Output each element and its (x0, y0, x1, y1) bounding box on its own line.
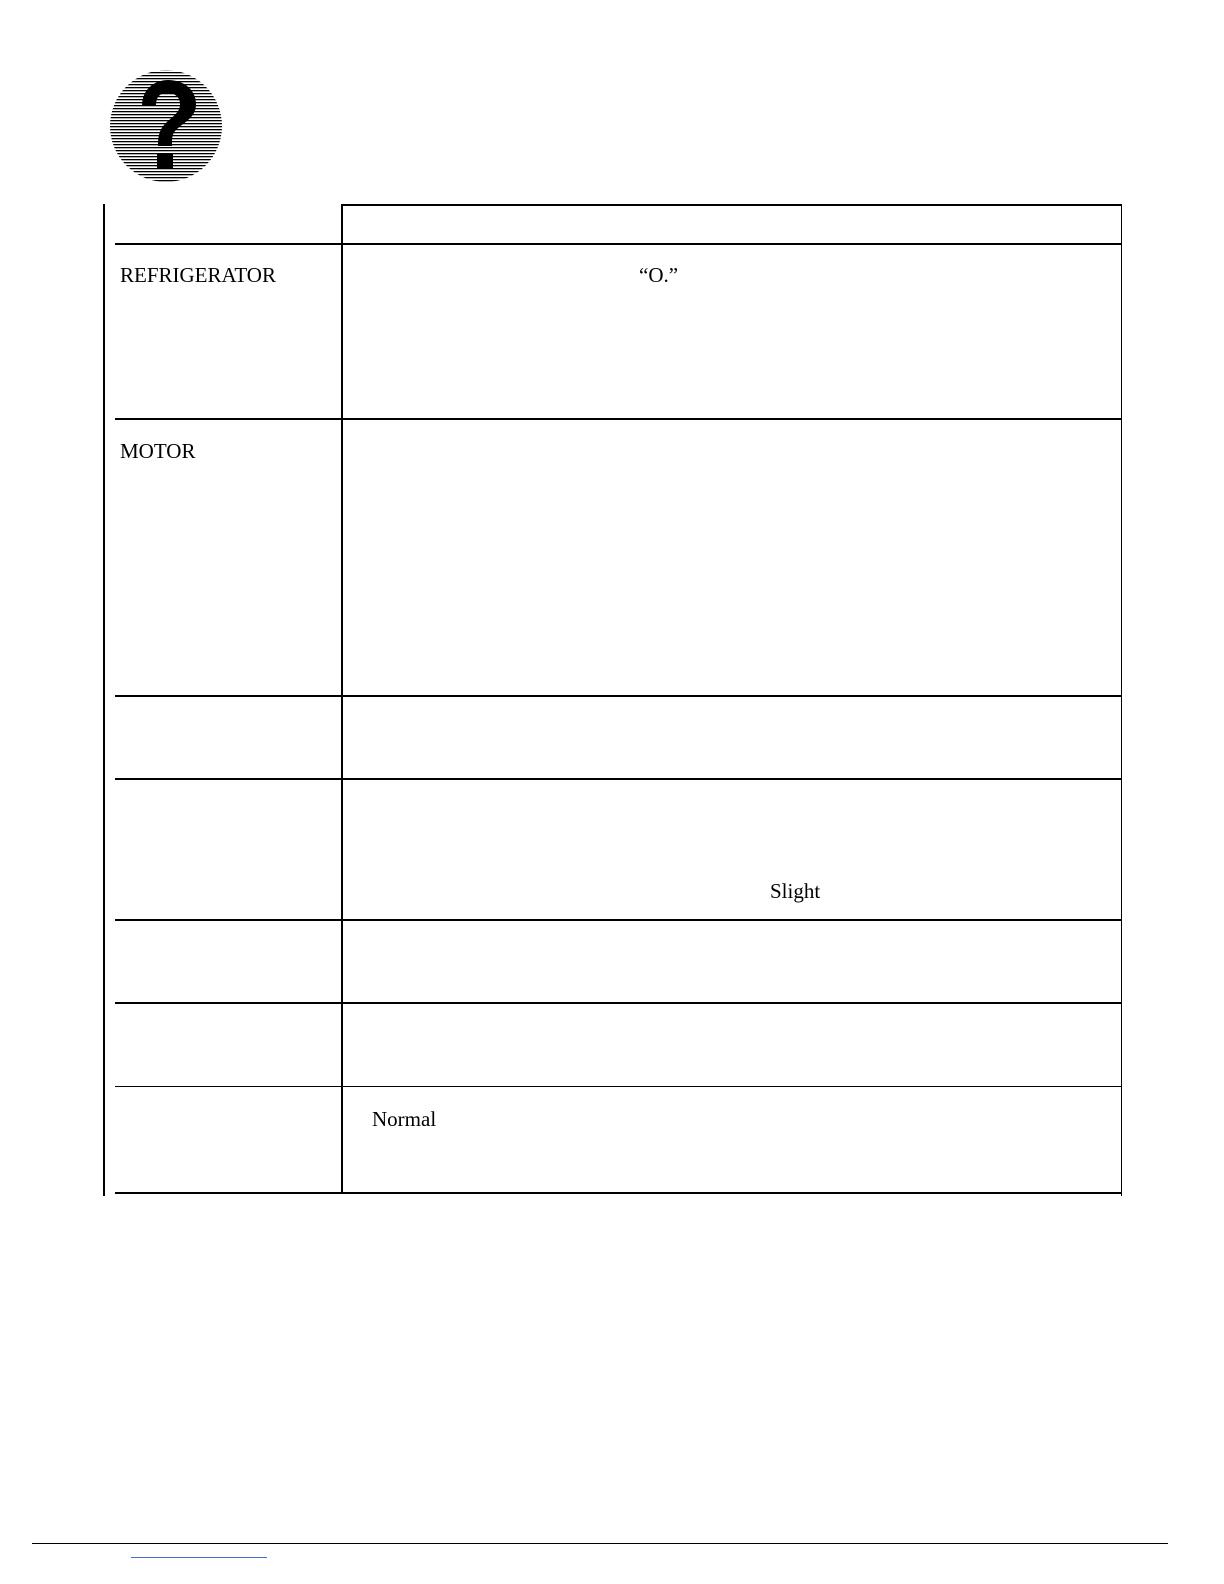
table-right-border (1121, 204, 1122, 1196)
row-divider (115, 778, 1121, 780)
cause-text: Normal (372, 1107, 437, 1131)
footer-link-underline[interactable] (131, 1557, 267, 1558)
problem-label-refrigerator: REFRIGERATOR (120, 263, 276, 287)
footer-rule (32, 1543, 1168, 1544)
cause-text: “O.” (639, 263, 679, 287)
question-mark-icon (106, 66, 226, 182)
table-left-border (103, 204, 105, 1196)
row-divider (115, 1002, 1121, 1004)
row-divider (115, 418, 1121, 420)
problem-label-motor: MOTOR (120, 439, 196, 463)
cause-text: Slight (770, 879, 821, 903)
row-divider (115, 1086, 1121, 1087)
table-bottom-border (115, 1192, 1121, 1194)
header-divider (115, 243, 1121, 245)
table-top-border (343, 204, 1121, 206)
table-column-divider (341, 204, 343, 1194)
row-divider (115, 695, 1121, 697)
row-divider (115, 919, 1121, 921)
